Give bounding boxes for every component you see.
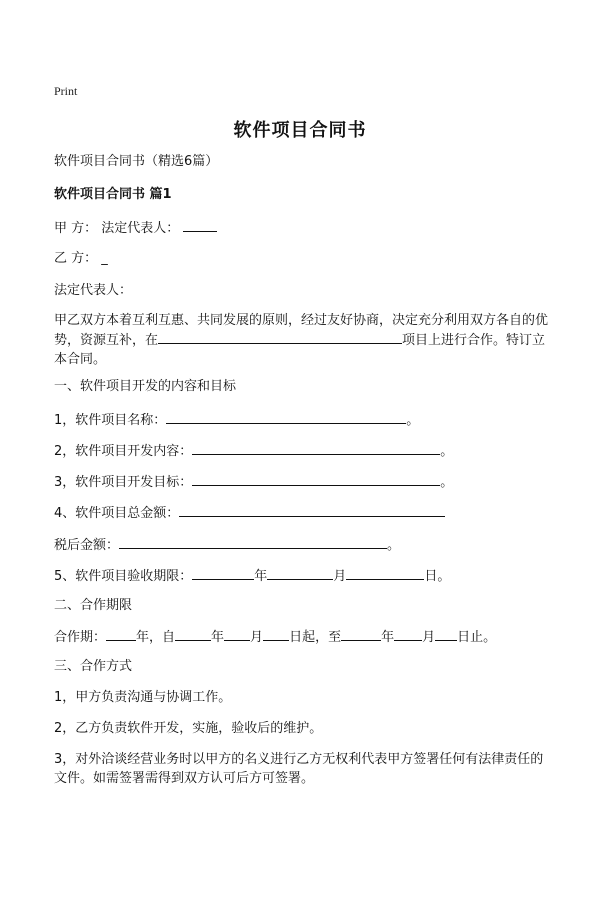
item5-month-blank — [267, 566, 333, 580]
party-a-rep-label: 法定代表人： — [101, 221, 180, 236]
item5-year: 年 — [254, 569, 268, 584]
intro-part2: 项目上进行合作。特订立本合同。 — [54, 333, 546, 367]
section-heading: 软件项目合同书 篇1 — [54, 187, 172, 202]
period-year-from: 年，自 — [136, 630, 176, 645]
end-year-blank — [341, 627, 381, 641]
item5-month: 月 — [333, 569, 347, 584]
cooperation-period-line — [54, 627, 496, 647]
section1-item2 — [54, 441, 453, 461]
start-month-blank — [224, 627, 250, 641]
party-b-rep-label: 法定代表人： — [54, 283, 133, 298]
party-a-line — [54, 218, 217, 238]
party-a-label: 甲 方： — [54, 221, 98, 236]
document-subtitle: 软件项目合同书（精选6篇） — [54, 154, 219, 169]
section2-heading: 二、合作期限 — [54, 598, 133, 613]
item4-blank — [179, 503, 445, 517]
item1-end: 。 — [406, 413, 420, 428]
section3-heading: 三、合作方式 — [54, 659, 133, 674]
item5-year-blank — [192, 566, 254, 580]
start-month: 月 — [250, 630, 264, 645]
item5-label: 5、软件项目验收期限： — [54, 569, 193, 584]
after-tax-end: 。 — [387, 538, 401, 553]
project-name-blank — [158, 330, 402, 344]
item3-blank — [192, 472, 440, 486]
section3-item1: 1，甲方负责沟通与协调工作。 — [54, 690, 232, 705]
item1-blank — [166, 410, 406, 424]
period-years-blank — [106, 627, 136, 641]
item2-blank — [192, 441, 440, 455]
item5-day: 日。 — [424, 569, 451, 584]
section3-item2: 2，乙方负责软件开发，实施，验收后的维护。 — [54, 721, 323, 736]
document-title: 软件项目合同书 — [233, 120, 367, 141]
section1-item4 — [54, 503, 445, 523]
section1-item5 — [54, 566, 450, 586]
item3-label: 3，软件项目开发目标： — [54, 475, 193, 490]
start-day-blank — [263, 627, 289, 641]
item2-end: 。 — [440, 444, 454, 459]
item1-label: 1，软件项目名称： — [54, 413, 167, 428]
period-label: 合作期： — [54, 630, 107, 645]
end-suffix: 日止。 — [457, 630, 497, 645]
item5-day-blank — [346, 566, 424, 580]
after-tax-label: 税后金额： — [54, 538, 120, 553]
item2-label: 2，软件项目开发内容： — [54, 444, 193, 459]
after-tax-line — [54, 535, 400, 555]
start-suffix: 日起，至 — [289, 630, 342, 645]
intro-part1: 甲乙双方本着互利互惠、共同发展的原则，经过友好协商，决定充分利用双方各自的优势，资源互补，在 — [54, 313, 549, 348]
party-a-rep-blank — [183, 218, 217, 232]
end-year: 年 — [381, 630, 395, 645]
section3-item3: 3，对外洽谈经营业务时以甲方的名义进行乙方无权利代表甲方签署任何有法律责任的文件。如需签署需得到双方认可后方可签署。 — [54, 752, 544, 786]
after-tax-blank — [119, 535, 387, 549]
intro-paragraph — [54, 311, 554, 369]
end-month: 月 — [422, 630, 436, 645]
section1-heading: 一、软件项目开发的内容和目标 — [54, 379, 237, 394]
end-day-blank — [435, 627, 457, 641]
item4-label: 4、软件项目总金额： — [54, 506, 180, 521]
start-year: 年 — [211, 630, 225, 645]
party-b-line — [54, 250, 108, 268]
end-month-blank — [394, 627, 422, 641]
party-b-label: 乙 方： — [54, 251, 98, 266]
party-b-blank: _ — [101, 251, 108, 266]
start-year-blank — [175, 627, 211, 641]
item3-end: 。 — [440, 475, 454, 490]
section1-item3 — [54, 472, 453, 492]
print-label: Print — [54, 84, 78, 98]
section1-item1 — [54, 410, 419, 430]
